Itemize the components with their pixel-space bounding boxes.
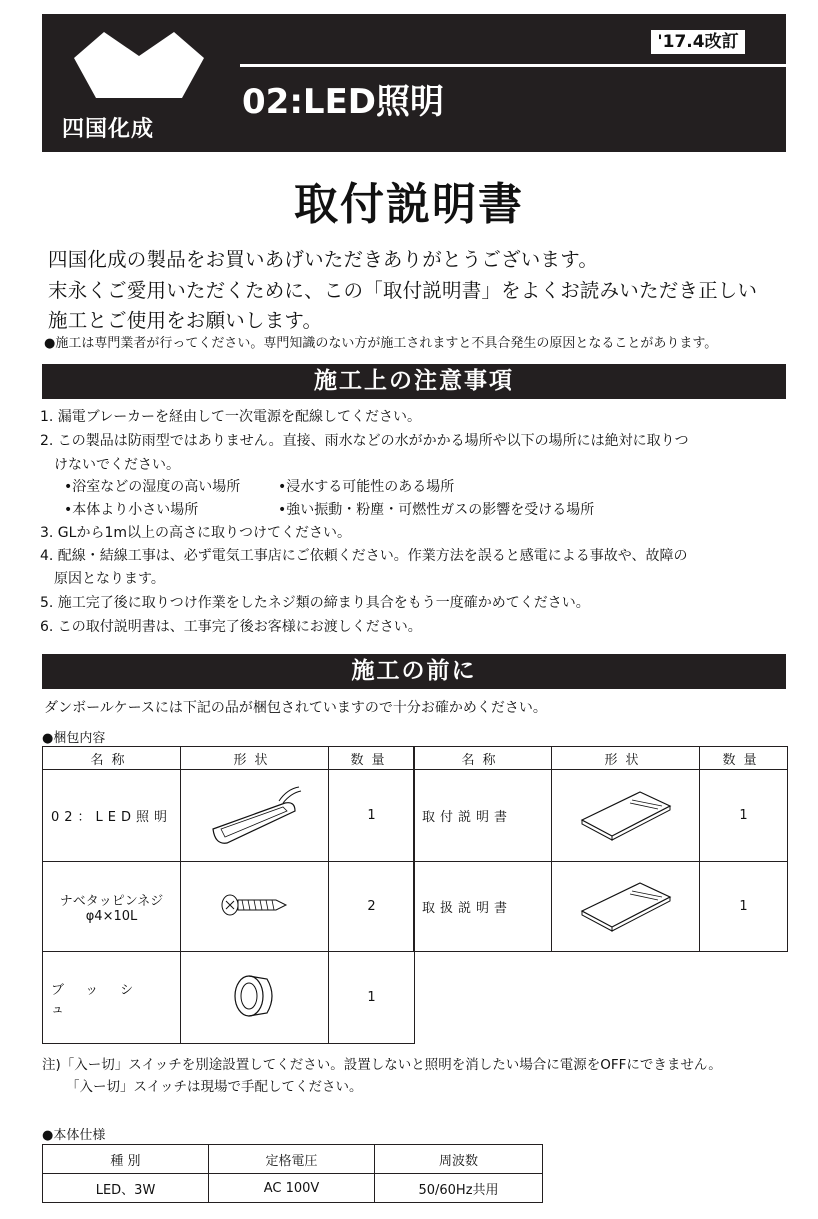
item-qty: 1	[700, 862, 788, 952]
intro-line-2: 末永くご愛用いただくために、この「取付説明書」をよくお読みいただき正しい	[48, 279, 758, 302]
table-row	[43, 862, 415, 952]
table-row	[43, 770, 415, 862]
package-table-left	[42, 746, 415, 1044]
caution-item-6: 6. この取付説明書は、工事完了後お客様にお渡しください。	[40, 619, 422, 635]
header-shape: 形状	[552, 747, 700, 770]
place-item: •浴室などの湿度の高い場所	[64, 479, 241, 495]
place-item: •本体より小さい場所	[64, 502, 199, 518]
table-row	[414, 770, 788, 862]
package-description: ダンボールケースには下記の品が梱包されていますので十分お確かめください。	[44, 700, 547, 716]
table-row	[414, 862, 788, 952]
caution-heading: 施工上の注意事項	[42, 364, 786, 399]
brand-name: 四国化成	[62, 117, 155, 142]
switch-note-1: 注)「入ー切」スイッチを別途設置してください。設置しないと照明を消したい場合に電源をOFFにできません。	[42, 1057, 722, 1073]
product-title: 02:LED照明	[242, 82, 445, 122]
manual-icon	[552, 770, 700, 862]
spec-value: 50/60Hz共用	[375, 1174, 543, 1203]
intro-line-3: 施工とご使用をお願いします。	[48, 309, 323, 332]
spec-value: AC 100V	[209, 1174, 375, 1203]
led-light-icon	[181, 770, 329, 862]
spec-header: 種 別	[43, 1145, 209, 1174]
caution-item-4a: 4. 配線・結線工事は、必ず電気工事店にご依頼ください。作業方法を誤ると感電による事故や、故障の	[40, 548, 688, 564]
header-banner	[42, 14, 786, 152]
package-label: ●梱包内容	[42, 731, 106, 746]
item-name: 取扱説明書	[414, 862, 552, 952]
item-name-sub: φ4×10L	[85, 908, 138, 924]
place-item: •浸水する可能性のある場所	[278, 479, 455, 495]
switch-note-2: 「入ー切」スイッチは現場で手配してください。	[66, 1079, 363, 1095]
caution-item-2a: 2. この製品は防雨型ではありません。直接、雨水などの水がかかる場所や以下の場所には絶対に取りつ	[40, 433, 689, 449]
before-heading: 施工の前に	[42, 654, 786, 689]
item-name: 02：LED照明	[43, 770, 181, 862]
spec-header: 周波数	[375, 1145, 543, 1174]
revision-badge: '17.4改訂	[649, 28, 747, 56]
bushing-icon	[181, 952, 329, 1044]
item-name: 取付説明書	[414, 770, 552, 862]
header-shape: 形状	[181, 747, 329, 770]
item-qty: 2	[329, 862, 415, 952]
caution-item-2b: けないでください。	[54, 457, 180, 473]
intro-line-1: 四国化成の製品をお買いあげいただきありがとうございます。	[48, 248, 599, 271]
header-name: 名称	[43, 747, 181, 770]
item-qty: 1	[329, 952, 415, 1044]
place-item: •強い振動・粉塵・可燃性ガスの影響を受ける場所	[278, 502, 595, 518]
caution-item-5: 5. 施工完了後に取りつけ作業をしたネジ類の締まり具合をもう一度確かめてください。	[40, 595, 590, 611]
professional-notice: ●施工は専門業者が行ってください。専門知識のない方が施工されますと不具合発生の原因となることがあります。	[44, 336, 718, 351]
spec-table	[42, 1144, 543, 1203]
spec-label: ●本体仕様	[42, 1128, 106, 1143]
caution-item-4b: 原因となります。	[54, 571, 165, 587]
package-table-right	[413, 746, 788, 952]
caution-item-3: 3. GLから1m以上の高さに取りつけてください。	[40, 525, 351, 541]
document-title: 取付説明書	[294, 179, 524, 230]
screw-icon	[181, 862, 329, 952]
header-divider	[240, 64, 786, 67]
item-qty: 1	[700, 770, 788, 862]
caution-item-1: 1. 漏電ブレーカーを経由して一次電源を配線してください。	[40, 409, 421, 425]
item-name: ナベタッピンネジ	[59, 893, 164, 909]
item-name-cell	[43, 862, 181, 952]
manual-icon	[552, 862, 700, 952]
header-name: 名称	[414, 747, 552, 770]
item-qty: 1	[329, 770, 415, 862]
item-name: ブッシュ	[43, 952, 181, 1044]
table-row	[43, 952, 415, 1044]
header-qty: 数量	[329, 747, 415, 770]
header-qty: 数量	[700, 747, 788, 770]
spec-value: LED、3W	[43, 1174, 209, 1203]
spec-header: 定格電圧	[209, 1145, 375, 1174]
